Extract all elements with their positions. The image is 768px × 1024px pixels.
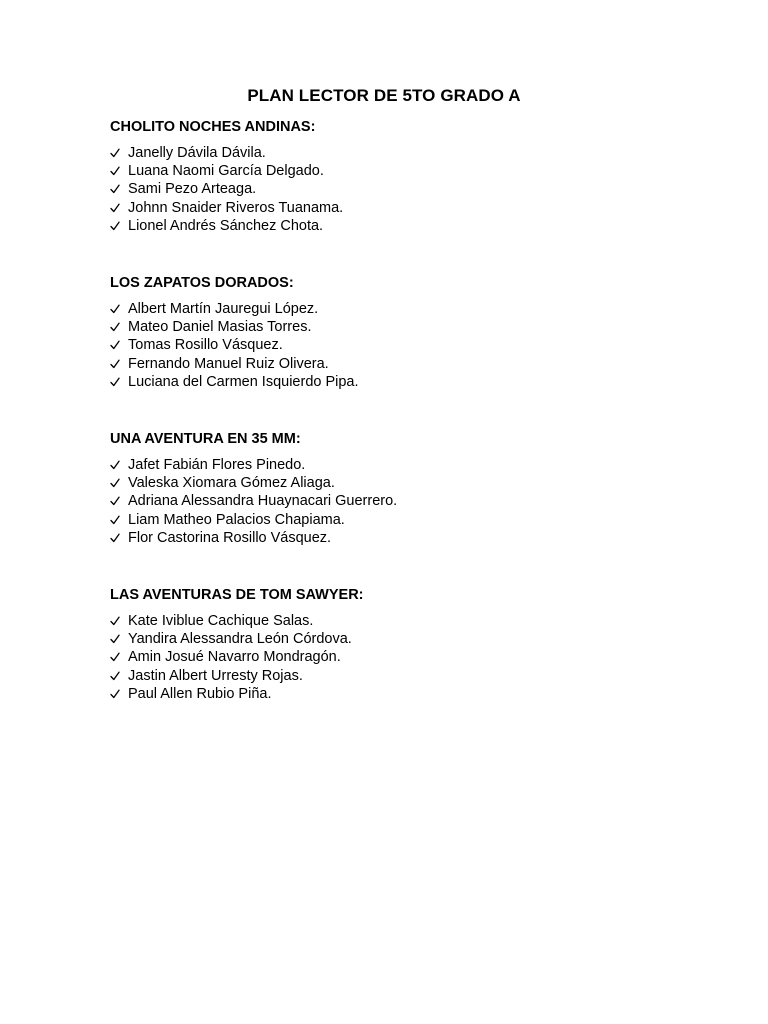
check-icon — [110, 340, 120, 350]
section-heading: LAS AVENTURAS DE TOM SAWYER: — [110, 587, 364, 603]
check-icon — [110, 166, 120, 176]
student-name: Luana Naomi García Delgado. — [128, 163, 324, 180]
list-item — [110, 318, 710, 336]
list-item — [110, 336, 710, 354]
student-name: Johnn Snaider Riveros Tuanama. — [128, 199, 344, 216]
student-list — [110, 456, 710, 547]
list-item — [110, 355, 710, 373]
list-item — [110, 648, 710, 666]
section-heading: LOS ZAPATOS DORADOS: — [110, 275, 294, 291]
check-icon — [110, 515, 120, 525]
check-icon — [110, 359, 120, 369]
book-section-tom-sawyer — [110, 586, 710, 703]
list-item — [110, 144, 710, 162]
student-name: Yandira Alessandra León Córdova. — [128, 631, 352, 648]
check-icon — [110, 460, 120, 470]
student-name: Janelly Dávila Dávila. — [128, 145, 266, 161]
student-name: Kate Iviblue Cachique Salas. — [128, 613, 314, 629]
student-name: Sami Pezo Arteaga. — [128, 181, 257, 198]
check-icon — [110, 221, 120, 231]
student-list — [110, 144, 710, 235]
student-name: Liam Matheo Palacios Chapiama. — [128, 511, 345, 528]
check-icon — [110, 533, 120, 543]
student-list — [110, 612, 710, 703]
list-item — [110, 162, 710, 180]
list-item — [110, 529, 710, 547]
student-name: Flor Castorina Rosillo Vásquez. — [128, 529, 332, 546]
student-name: Tomas Rosillo Vásquez. — [128, 337, 283, 354]
check-icon — [110, 377, 120, 387]
list-item — [110, 456, 710, 474]
student-name: Jafet Fabián Flores Pinedo. — [128, 457, 306, 473]
list-item — [110, 373, 710, 391]
book-section-cholito — [110, 118, 710, 235]
check-icon — [110, 148, 120, 158]
check-icon — [110, 652, 120, 662]
check-icon — [110, 322, 120, 332]
student-name: Valeska Xiomara Gómez Aliaga. — [128, 475, 335, 492]
check-icon — [110, 478, 120, 488]
list-item — [110, 492, 710, 510]
book-section-zapatos — [110, 274, 710, 391]
student-name: Paul Allen Rubio Piña. — [128, 685, 272, 702]
student-name: Mateo Daniel Masias Torres. — [128, 319, 312, 336]
check-icon — [110, 203, 120, 213]
list-item — [110, 199, 710, 217]
student-name: Lionel Andrés Sánchez Chota. — [128, 217, 324, 234]
student-list — [110, 300, 710, 391]
page-title: PLAN LECTOR DE 5TO GRADO A — [247, 86, 521, 105]
check-icon — [110, 184, 120, 194]
student-name: Amin Josué Navarro Mondragón. — [128, 649, 341, 666]
check-icon — [110, 689, 120, 699]
student-name: Adriana Alessandra Huaynacari Guerrero. — [128, 493, 398, 510]
list-item — [110, 511, 710, 529]
check-icon — [110, 496, 120, 506]
student-name: Jastin Albert Urresty Rojas. — [128, 667, 303, 684]
check-icon — [110, 671, 120, 681]
check-icon — [110, 304, 120, 314]
check-icon — [110, 616, 120, 626]
list-item — [110, 180, 710, 198]
student-name: Luciana del Carmen Isquierdo Pipa. — [128, 373, 359, 390]
list-item — [110, 685, 710, 703]
list-item — [110, 612, 710, 630]
student-name: Fernando Manuel Ruiz Olivera. — [128, 355, 329, 372]
student-name: Albert Martín Jauregui López. — [128, 301, 319, 317]
list-item — [110, 217, 710, 235]
section-heading: CHOLITO NOCHES ANDINAS: — [110, 119, 316, 135]
list-item — [110, 630, 710, 648]
list-item — [110, 667, 710, 685]
check-icon — [110, 634, 120, 644]
section-heading: UNA AVENTURA EN 35 MM: — [110, 431, 301, 447]
book-section-aventura-35mm — [110, 430, 710, 547]
list-item — [110, 300, 710, 318]
list-item — [110, 474, 710, 492]
